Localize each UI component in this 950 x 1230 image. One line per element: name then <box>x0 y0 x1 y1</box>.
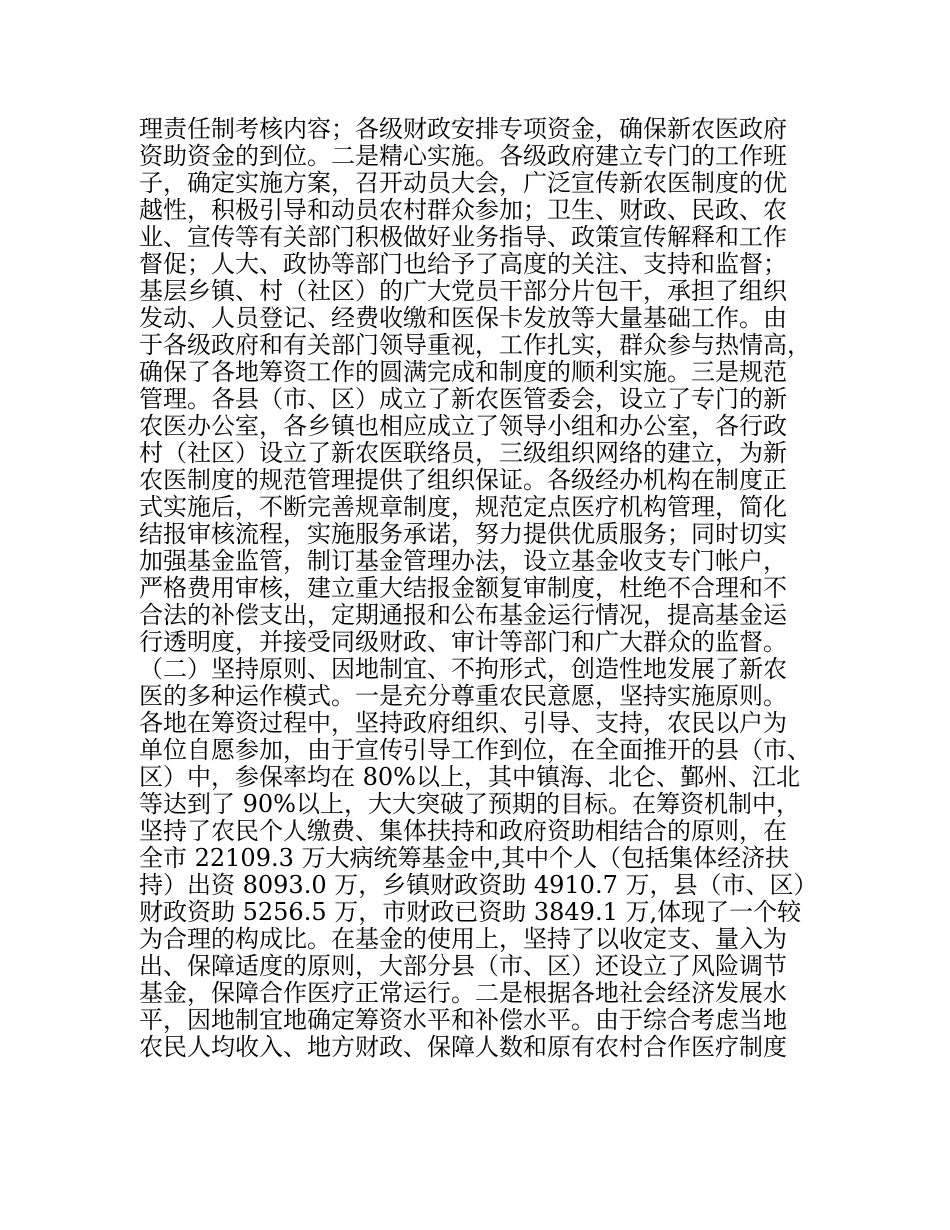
text-line: 于各级政府和有关部门领导重视，工作扎实，群众参与热情高， <box>139 332 811 359</box>
text-line: 为合理的构成比。在基金的使用上，坚持了以收定支、量入为 <box>139 926 787 953</box>
text-line: 合法的补偿支出，定期通报和公布基金运行情况，提高基金运 <box>139 602 787 629</box>
text-line: 业、宣传等有关部门积极做好业务指导、政策宣传解释和工作 <box>139 224 787 251</box>
text-line: 督促；人大、政协等部门也给予了高度的关注、支持和监督； <box>139 251 787 278</box>
text-line: 单位自愿参加，由于宣传引导工作到位，在全面推开的县（市、 <box>139 737 811 764</box>
text-line: 行透明度，并接受同级财政、审计等部门和广大群众的监督。 <box>139 629 787 656</box>
text-line: 结报审核流程，实施服务承诺，努力提供优质服务；同时切实 <box>139 521 787 548</box>
text-line: 农医制度的规范管理提供了组织保证。各级经办机构在制度正 <box>139 467 787 494</box>
text-line: 发动、人员登记、经费收缴和医保卡发放等大量基础工作。由 <box>139 305 787 332</box>
text-line: 各地在筹资过程中，坚持政府组织、引导、支持，农民以户为 <box>139 710 787 737</box>
text-line: 财政资助 5256.5 万，市财政已资助 3849.1 万,体现了一个较 <box>139 899 802 926</box>
text-line: 农民人均收入、地方财政、保障人数和原有农村合作医疗制度 <box>139 1034 787 1061</box>
text-line: 出、保障适度的原则，大部分县（市、区）还设立了风险调节 <box>139 953 787 980</box>
text-line: 严格费用审核，建立重大结报金额复审制度，杜绝不合理和不 <box>139 575 787 602</box>
text-line: （二）坚持原则、因地制宜、不拘形式，创造性地发展了新农 <box>139 656 787 683</box>
text-line: 越性，积极引导和动员农村群众参加；卫生、财政、民政、农 <box>139 197 787 224</box>
text-line: 医的多种运作模式。一是充分尊重农民意愿，坚持实施原则。 <box>139 683 787 710</box>
text-line: 加强基金监管，制订基金管理办法，设立基金收支专门帐户， <box>139 548 787 575</box>
text-line: 式实施后，不断完善规章制度，规范定点医疗机构管理，简化 <box>139 494 787 521</box>
text-line: 基层乡镇、村（社区）的广大党员干部分片包干，承担了组织 <box>139 278 787 305</box>
text-line: 管理。各县（市、区）成立了新农医管委会，设立了专门的新 <box>139 386 787 413</box>
text-line: 基金，保障合作医疗正常运行。二是根据各地社会经济发展水 <box>139 980 787 1007</box>
text-line: 持）出资 8093.0 万，乡镇财政资助 4910.7 万，县（市、区） <box>139 872 818 899</box>
text-line: 村（社区）设立了新农医联络员，三级组织网络的建立，为新 <box>139 440 787 467</box>
text-line: 区）中，参保率均在 80%以上，其中镇海、北仑、鄞州、江北 <box>139 764 800 791</box>
body-text <box>139 116 839 1061</box>
text-line: 资助资金的到位。二是精心实施。各级政府建立专门的工作班 <box>139 143 787 170</box>
text-line: 等达到了 90%以上，大大突破了预期的目标。在筹资机制中， <box>139 791 800 818</box>
text-line: 平，因地制宜地确定筹资水平和补偿水平。由于综合考虑当地 <box>139 1007 787 1034</box>
text-line: 农医办公室，各乡镇也相应成立了领导小组和办公室，各行政 <box>139 413 787 440</box>
text-line: 理责任制考核内容；各级财政安排专项资金，确保新农医政府 <box>139 116 787 143</box>
text-line: 全市 22109.3 万大病统筹基金中,其中个人（包括集体经济扶 <box>139 845 790 872</box>
text-line: 坚持了农民个人缴费、集体扶持和政府资助相结合的原则，在 <box>139 818 787 845</box>
text-line: 子，确定实施方案，召开动员大会，广泛宣传新农医制度的优 <box>139 170 787 197</box>
text-line: 确保了各地筹资工作的圆满完成和制度的顺利实施。三是规范 <box>139 359 787 386</box>
